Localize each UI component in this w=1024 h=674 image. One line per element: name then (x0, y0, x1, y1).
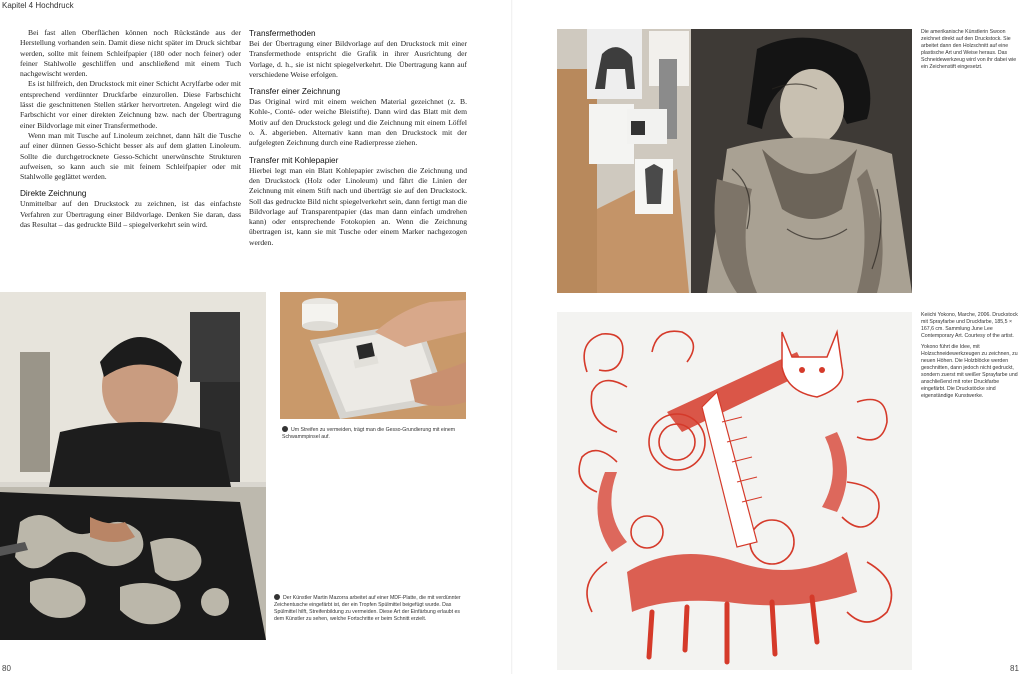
photo-swoon-studio (557, 29, 912, 293)
right-text-column (249, 28, 467, 248)
page-number-right: 81 (1010, 664, 1019, 673)
paragraph-1: Bei fast allen Oberflächen können noch Rückstände aus der Herstellung vorhanden sein. Damit diese nicht später im Druck sichtbar werden, sollte mit feinem Schleifpapier (180 oder noch feiner) oder feiner Stahlwolle geschliffen und anschließend mit einem Tuch nachgewischt werden. (20, 28, 241, 79)
paragraph-2: Es ist hilfreich, den Druckstock mit einer Schicht Acrylfarbe oder mit entsprechend verdünnter Druckfarbe einzurollen. Diese Farbschicht lässt die geschnittenen Stellen stärker hervortreten. Angelegt wird die Farbschicht vor einer direkten Zeichnung bzw. nach der Übertragung einer Bildvorlage mit einer Transfermethode. (20, 79, 241, 130)
page-number-left: 80 (2, 664, 11, 673)
swoon-studio-illustration (557, 29, 912, 293)
caption-gesso-text: Um Streifen zu vermeiden, trägt man die Gesso-Grundierung mit einem Schwammpinsel auf. (282, 427, 456, 440)
paragraph-direkte-zeichnung: Unmittelbar auf den Druckstock zu zeichnen, ist das einfachste Verfahren zur Übertragung einer Bildvorlage. Denken Sie daran, dass das Resultat – das gedruckte Bild – spiegelverkehrt sein wird. (20, 199, 241, 230)
caption-swoon-text: Die amerikanische Künstlerin Swoon zeichnet direkt auf den Druckstock. Sie arbeitet dann den Holzschnitt auf eine plastische Art und Weise heraus. Das Schneidewerkzeug wird von ihr dabei wie ein Zeichenstift eingesetzt. (921, 29, 1017, 70)
page-gutter (511, 0, 513, 674)
paragraph-transfer-zeichnung: Das Original wird mit einem weichen Material gezeichnet (z. B. Kohle-, Conté- oder weiche Bleistifte). Dann wird das Blatt mit dem Motiv auf den Druckstock gelegt und die Zeichnung mit einem Löffel o. Ä. abgerieben. Alternativ kann man den Druckstock mit der aufgelegten Zeichnung durch eine Radierpresse ziehen. (249, 97, 467, 148)
caption-artist (274, 594, 466, 627)
yokono-artwork-illustration (557, 312, 912, 670)
caption-yokono (921, 312, 1019, 404)
caption-artist-text: Der Künstler Martin Mazorra arbeitet auf einer MDF-Platte, die mit verdünnter Zeichentusche eingefärbt ist, der ein Tropfen Spülmittel beigefügt wurde. Das Spülmittel hilft, Streifenbildung zu vermeiden. Diese Art der Einfärbung erlaubt es dem Künstler zu sehen, welche Fortschritte er beim Schnitt erzielt. (274, 595, 461, 622)
caption-gesso (282, 426, 466, 445)
photo-artist-carving (0, 292, 266, 640)
heading-transfermethoden: Transfermethoden (249, 29, 316, 38)
paragraph-transfer-kohlepapier: Hierbei legt man ein Blatt Kohlepapier zwischen die Zeichnung und den Druckstock (Holz oder Linoleum) und fährt die Linien der Zeichnung mit einem Stift nach und überträgt sie auf den Druckstock. Soll das gedruckte Bild nicht spiegelverkehrt sein, dann fertigt man die Bildvorlage auf Transparentpapier (das man dann einfach umdrehen kann) oder entsprechende Fotokopien an. Wenn die Zeichnung übertragen ist, kann sie mit Tusche oder einem Marker nachgezogen werden. (249, 165, 467, 247)
caption-swoon (921, 29, 1019, 75)
photo-yokono-artwork (557, 312, 912, 670)
caption-bullet-icon (282, 426, 288, 432)
caption-yokono-credit: Keiichi Yokono, Marche, 2006. Druckstock mit Sprayfarbe und Druckfarbe, 185,5 × 167,6 cm. Sammlung June Lee Contemporary Art. Courtesy of the artist. (921, 312, 1018, 339)
heading-transfer-kohlepapier: Transfer mit Kohlepapier (249, 155, 339, 165)
paragraph-transfermethoden: Bei der Übertragung einer Bildvorlage auf den Druckstock mit einer Transfermethode entspricht die Grafik in ihrer Ausrichtung der Vorlage, d. h., sie ist nicht spiegelverkehrt. Die Übertragung kann auf verschiedene Weise erfolgen. (249, 39, 467, 79)
caption-yokono-text: Yokono führt die Idee, mit Holzschneidewerkzeugen zu zeichnen, zu neuen Höhen. Die Holzblöcke werden geschnitten, dann jedoch nicht gedruckt, sondern zuerst mit weißer Sprayfarbe und anschließend mit roter Druckfarbe eingefärbt. Die Druckstöcke sind eigenständige Kunstwerke. (921, 344, 1018, 399)
chapter-header: Kapitel 4 Hochdruck (2, 1, 74, 10)
paragraph-3: Wenn man mit Tusche auf Linoleum zeichnet, dann hält die Tusche auf einer dünnen Gesso-Schicht besser als auf dem glatten Linoleum. Sollte die durchgetrocknete Gesso-Schicht unerwünschte Strukturen aufweisen, so kann auch sie mit feinem Schleifpapier oder mit Stahlwolle geglättet werden. (20, 130, 241, 182)
artist-carving-illustration (0, 292, 266, 640)
photo-gesso-application (280, 292, 466, 419)
caption-bullet-icon (274, 594, 280, 600)
heading-transfer-zeichnung: Transfer einer Zeichnung (249, 87, 341, 97)
gesso-illustration (280, 292, 466, 419)
heading-direkte-zeichnung: Direkte Zeichnung (20, 189, 87, 199)
left-text-column (20, 28, 241, 230)
